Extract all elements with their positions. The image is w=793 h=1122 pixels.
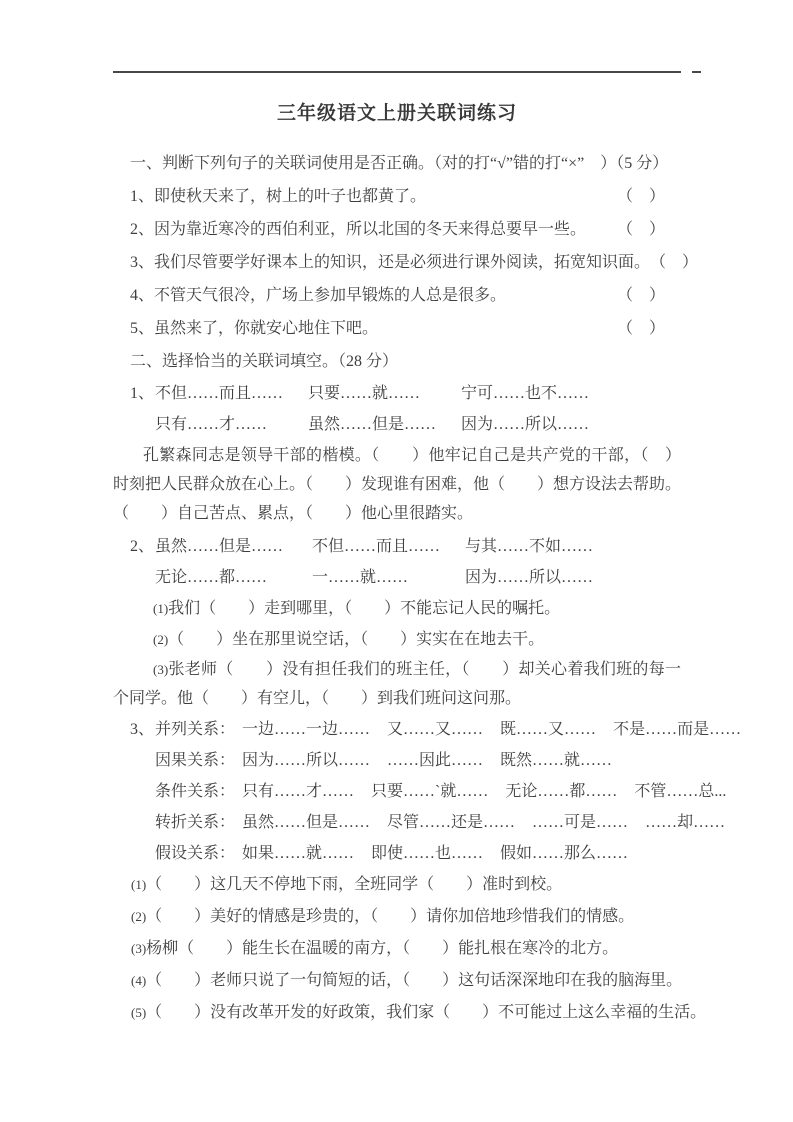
question-number: (4) <box>131 973 147 988</box>
fill-question <box>113 655 681 713</box>
word-bank-option: 虽然……但是…… <box>155 538 284 555</box>
relation-option: 无论……都…… <box>505 783 618 800</box>
judge-item-text: 5、虽然来了，你就安心地住下吧。 <box>130 320 379 337</box>
fill-question <box>113 624 681 655</box>
question-text: 张老师（ ）没有担任我们的班主任，（ ）却关心着我们班的每一个同学。他（ ）有空儿，（ ）到我们班问这问那。 <box>113 661 681 707</box>
relation-row <box>113 714 742 745</box>
answer-blank: （ ） <box>650 254 699 271</box>
judge-item-text: 3、我们尽管要学好课本上的知识，还是必须进行课外阅读，拓宽知识面。 <box>130 254 651 271</box>
relation-label: 并列关系： <box>155 721 236 738</box>
judge-item <box>113 279 681 312</box>
word-bank-row <box>113 378 681 409</box>
relation-option: ……可是…… <box>532 814 629 831</box>
relation-row <box>113 807 726 838</box>
relation-option: 尽管……还是…… <box>387 814 516 831</box>
fill-question <box>113 933 681 965</box>
relation-option: 又……又…… <box>387 721 484 738</box>
word-bank-option: 只要……就…… <box>308 385 421 402</box>
fill-question <box>113 997 707 1029</box>
question-text: （ ）老师只说了一句简短的话，（ ）这句话深深地印在我的脑海里。 <box>146 972 683 989</box>
relation-option: 既……又…… <box>500 721 597 738</box>
relation-option: 只有……才…… <box>242 783 355 800</box>
judge-item <box>113 180 681 213</box>
fill-question <box>113 901 681 933</box>
section1-heading: 一、判断下列句子的关联词使用是否正确。（对的打“√”错的打“×” ）（5 分） <box>130 155 669 172</box>
question-number: (2) <box>131 909 147 924</box>
answer-blank: （ ） <box>616 320 665 337</box>
judge-item <box>113 312 681 345</box>
question-number: (2) <box>153 632 169 647</box>
judge-item <box>113 213 681 246</box>
question-text: 杨柳（ ）能生长在温暖的南方，（ ）能扎根在寒冷的北方。 <box>146 940 619 957</box>
word-bank-row <box>113 531 681 562</box>
answer-blank: （ ） <box>616 287 665 304</box>
question-number: (5) <box>131 1005 147 1020</box>
relation-option: 只要……`就…… <box>371 783 489 800</box>
fill-question <box>113 965 681 997</box>
relation-option: ……因此…… <box>387 752 484 769</box>
section2-heading: 二、选择恰当的关联词填空。（28 分） <box>130 353 399 370</box>
word-bank-option: 一……就…… <box>312 569 409 586</box>
question-number: (1) <box>153 601 169 616</box>
word-bank-option: 因为……所以…… <box>461 416 590 433</box>
judge-item <box>113 246 699 279</box>
judge-item-text: 4、不管天气很冷，广场上参加早锻炼的人总是很多。 <box>130 287 507 304</box>
question-text: 我们（ ）走到哪里，（ ）不能忘记人民的嘱托。 <box>168 600 561 617</box>
answer-blank: （ ） <box>616 188 665 205</box>
relation-label: 假设关系： <box>155 845 236 862</box>
relation-option: 不是……而是…… <box>613 721 742 738</box>
relation-option: 虽然……但是…… <box>242 814 371 831</box>
word-bank-row <box>113 409 681 440</box>
relation-label: 条件关系： <box>155 783 236 800</box>
word-bank-row <box>113 562 681 593</box>
word-bank-option: 不但……而且…… <box>312 538 441 555</box>
word-bank-option: 与其……不如…… <box>465 538 594 555</box>
relation-option: 不管……总... <box>634 783 727 800</box>
relation-row <box>113 838 681 869</box>
question-number: (3) <box>153 662 169 677</box>
question-text: （ ）这几天不停地下雨，全班同学（ ）准时到校。 <box>146 876 563 893</box>
question-text: （ ）坐在那里说空话，（ ）实实在在地去干。 <box>168 631 545 648</box>
page-title: 三年级语文上册关联词练习 <box>276 103 517 124</box>
word-bank-option: 宁可……也不…… <box>461 385 590 402</box>
relation-option: 即使……也…… <box>371 845 484 862</box>
word-bank-option: 无论……都…… <box>155 569 268 586</box>
judge-item-text: 2、因为靠近寒冷的西伯利亚，所以北国的冬天来得总要早一些。 <box>130 221 587 238</box>
question-text: （ ）美好的情感是珍贵的，（ ）请你加倍地珍惜我们的情感。 <box>146 908 635 925</box>
header-rule-tick <box>692 71 701 73</box>
question-text: （ ）没有改革开发的好政策，我们家（ ）不可能过上这么幸福的生活。 <box>146 1004 707 1021</box>
relation-option: 一边……一边…… <box>242 721 371 738</box>
part3-number: 3、 <box>130 721 155 738</box>
part1-number: 1、 <box>130 385 155 402</box>
header-rule <box>113 71 681 73</box>
word-bank-option: 只有……才…… <box>155 416 268 433</box>
fill-paragraph: 孔繁森同志是领导干部的楷模。（ ）他牢记自己是共产党的干部，（ ）时刻把人民群众放在心上。（ ）发现谁有困难，他（ ）想方设法去帮助。（ ）自己苦点、累点，（ ）他心里很踏实。 <box>113 447 682 522</box>
fill-question <box>113 593 681 624</box>
judge-item-text: 1、即使秋天来了，树上的叶子也都黄了。 <box>130 188 427 205</box>
word-bank-option: 虽然……但是…… <box>308 416 437 433</box>
relation-option: 因为……所以…… <box>242 752 371 769</box>
answer-blank: （ ） <box>616 221 665 238</box>
part2-number: 2、 <box>130 538 155 555</box>
question-number: (3) <box>131 941 147 956</box>
relation-label: 因果关系： <box>155 752 236 769</box>
fill-question <box>113 869 681 901</box>
relation-row <box>113 776 727 807</box>
relation-row <box>113 745 681 776</box>
relation-option: 如果……就…… <box>242 845 355 862</box>
relation-option: 假如……那么…… <box>500 845 629 862</box>
relation-option: ……却…… <box>645 814 726 831</box>
relation-label: 转折关系： <box>155 814 236 831</box>
word-bank-option: 因为……所以…… <box>465 569 594 586</box>
word-bank-option: 不但……而且…… <box>155 385 284 402</box>
question-number: (1) <box>131 877 147 892</box>
relation-option: 既然……就…… <box>500 752 613 769</box>
